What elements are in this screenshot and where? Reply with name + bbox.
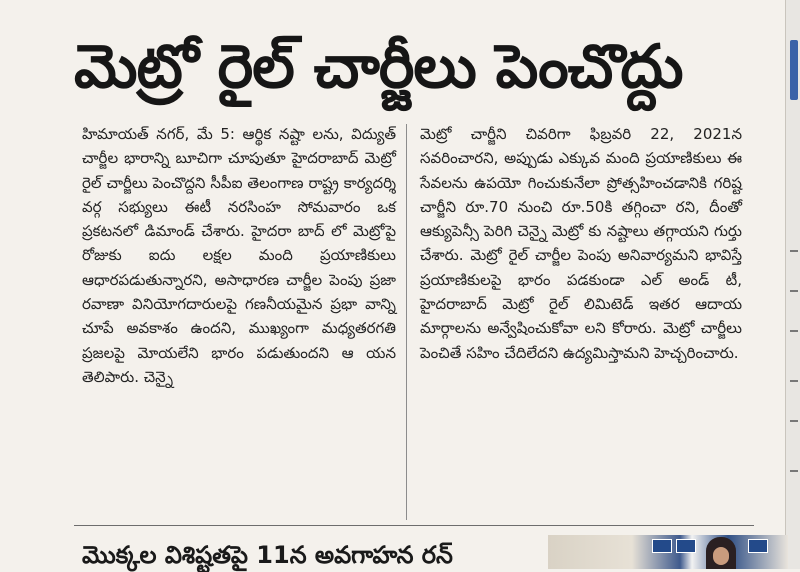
adjacent-page-edge bbox=[785, 0, 800, 569]
article-column-right: మెట్రో చార్జీని చివరిగా ఫిబ్రవరి 22, 2021న సవరించారని, అప్పుడు ఎక్కువ మంది ప్రయాణికులు ఈ సేవలను ఉపయో గించుకునేలా ప్రోత్సహించడానికి గరిష్ట చార్జీని రూ.70 నుంచి రూ.50కి తగ్గించా రని, దీంతో ఆక్యుపెన్సీ పెరిగి చెన్నై మెట్రో కు నష్టాలు తగ్గాయని గుర్తు చేశారు. మెట్రో రైల్ చార్జీల పెంపు అనివార్యమని భావిస్తే ప్రయాణికులపై భారం పడకుండా ఎల్ అండ్ టీ, హైదరాబాద్ మెట్రో రైల్ లిమిటెడ్ ఇతర ఆదాయ మార్గాలను అన్వేషించుకోవా లని కోరారు. మెట్రో చార్జీలు పెంచితే సహిం చేదిలేదని ఉద్యమిస్తామని హెచ్చరించారు. bbox=[420, 125, 742, 362]
section-rule bbox=[74, 525, 754, 526]
adjacent-image-fragment bbox=[790, 40, 798, 100]
article-headline: మెట్రో రైల్ చార్జీలు పెంచొద్దు bbox=[74, 32, 683, 102]
column-divider bbox=[406, 124, 407, 520]
next-article-headline: మొక్కల విశిష్టతపై 11న అవగాహన రన్ bbox=[82, 541, 453, 569]
article-column-left: హిమాయత్ నగర్, మే 5: ఆర్థిక నష్టా లను, విద్యుత్ చార్జీల భారాన్ని బూచిగా చూపుతూ హైదరాబాద్ మెట్రో రైల్ చార్జీలు పెంచొద్దని సీపీఐ తెలంగాణ రాష్ట్ర కార్యదర్శి వర్గ సభ్యులు ఈటీ నరసింహ సోమవారం ఒక ప్రకటనలో డిమాండ్ చేశారు. హైదరా బాద్ లో మెట్రోపై రోజుకు ఐదు లక్షల మంది ప్రయాణికులు ఆధారపడుతున్నారని, అసాధారణ చార్జీల పెంపు ప్రజా రవాణా వినియోగదారులపై గణనీయమైన ప్రభా వాన్ని చూపే అవకాశం ఉందని, ముఖ్యంగా మధ్యతరగతి ప్రజలపై మోయలేని భారం పడుతుందని ఆ యన తెలిపారు. చెన్నై bbox=[82, 125, 396, 386]
next-article-photo bbox=[548, 535, 788, 569]
previous-article-strip bbox=[60, 0, 740, 12]
